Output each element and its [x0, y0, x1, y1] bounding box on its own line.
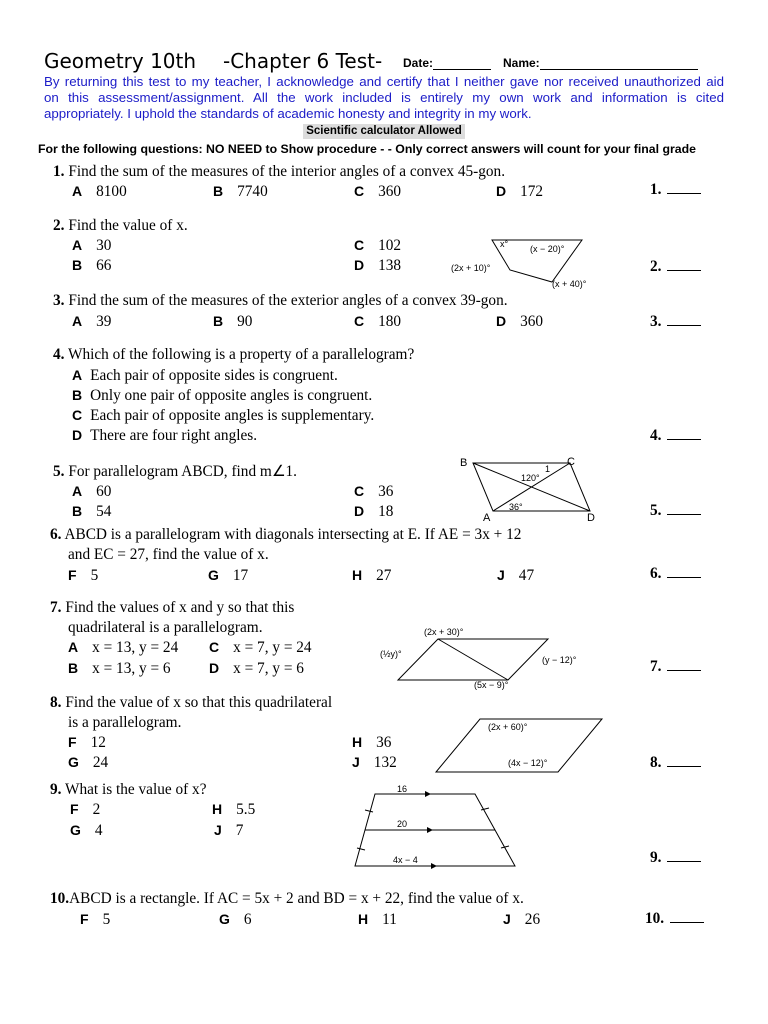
- svg-text:B: B: [460, 457, 468, 469]
- choice-g[interactable]: G 24: [68, 754, 109, 771]
- question-7-line-2: quadrilateral is a parallelogram.: [68, 619, 263, 636]
- question-6-line-2: and EC = 27, find the value of x.: [68, 546, 269, 563]
- choice-d[interactable]: D 18: [354, 503, 394, 520]
- choice-a[interactable]: A 30: [72, 237, 112, 254]
- choice-c[interactable]: C 36: [354, 483, 394, 500]
- choice-b[interactable]: B 54: [72, 503, 112, 520]
- svg-text:20: 20: [397, 819, 408, 829]
- choice-c[interactable]: C 180: [354, 313, 402, 330]
- question-5: 5. For parallelogram ABCD, find m∠1.: [53, 463, 298, 480]
- choice-d[interactable]: D x = 7, y = 6: [209, 660, 304, 677]
- answer-blank-2[interactable]: 2.: [650, 258, 701, 276]
- svg-text:36°: 36°: [509, 502, 523, 512]
- svg-text:x°: x°: [500, 239, 509, 249]
- course-title: Geometry 10th: [44, 49, 197, 73]
- choice-g[interactable]: G 4: [70, 822, 103, 839]
- name-label: Name:: [503, 56, 698, 70]
- question-8: 8. Find the value of x so that this quadrilateral: [50, 694, 333, 711]
- svg-text:(x − 20)°: (x − 20)°: [530, 244, 565, 254]
- question-3: 3. Find the sum of the measures of the exterior angles of a convex 39-gon.: [53, 292, 508, 309]
- choice-b[interactable]: B 90: [213, 313, 253, 330]
- answer-blank-9[interactable]: 9.: [650, 849, 701, 867]
- choice-f[interactable]: F 12: [68, 734, 106, 751]
- choice-h[interactable]: H 36: [352, 734, 392, 751]
- answer-blank-3[interactable]: 3.: [650, 313, 701, 331]
- svg-text:(4x − 12)°: (4x − 12)°: [508, 758, 548, 768]
- test-title: -Chapter 6 Test-: [223, 49, 383, 73]
- date-field[interactable]: [433, 58, 491, 70]
- choice-h[interactable]: H 5.5: [212, 801, 256, 818]
- svg-text:1: 1: [545, 464, 551, 474]
- svg-text:C: C: [567, 456, 575, 468]
- date-label: Date:: [403, 56, 491, 70]
- choice-b[interactable]: B 66: [72, 257, 112, 274]
- parallelogram-figure-q5: [455, 453, 605, 523]
- svg-text:120°: 120°: [521, 473, 540, 483]
- question-9: 9. What is the value of x?: [50, 781, 207, 798]
- choice-a[interactable]: A 60: [72, 483, 112, 500]
- choice-a[interactable]: A Each pair of opposite sides is congruent.: [72, 367, 338, 384]
- quadrilateral-figure-q2: [440, 232, 590, 294]
- svg-text:A: A: [483, 512, 491, 524]
- honor-line: appropriately. I uphold the standards of academic honesty and integrity in my work.: [44, 106, 532, 121]
- question-1: 1. Find the sum of the measures of the interior angles of a convex 45-gon.: [53, 163, 506, 180]
- choice-j[interactable]: J 7: [214, 822, 244, 839]
- choice-j[interactable]: J 47: [497, 567, 535, 584]
- svg-text:(2x + 30)°: (2x + 30)°: [424, 627, 464, 637]
- choice-b[interactable]: B Only one pair of opposite angles is congruent.: [72, 387, 373, 404]
- choice-d[interactable]: D 138: [354, 257, 402, 274]
- choice-c[interactable]: C x = 7, y = 24: [209, 639, 312, 656]
- answer-blank-6[interactable]: 6.: [650, 565, 701, 583]
- choice-c[interactable]: C 360: [354, 183, 402, 200]
- choice-d[interactable]: D 172: [496, 183, 544, 200]
- choice-f[interactable]: F 5: [80, 911, 111, 928]
- choice-a[interactable]: A 39: [72, 313, 112, 330]
- choice-f[interactable]: F 5: [68, 567, 99, 584]
- svg-text:(x + 40)°: (x + 40)°: [552, 279, 587, 289]
- choice-h[interactable]: H 27: [352, 567, 392, 584]
- question-2: 2. Find the value of x.: [53, 217, 188, 234]
- choice-b[interactable]: B 7740: [213, 183, 268, 200]
- svg-text:(5x − 9)°: (5x − 9)°: [474, 680, 509, 690]
- choice-f[interactable]: F 2: [70, 801, 101, 818]
- svg-text:4x − 4: 4x − 4: [393, 855, 418, 865]
- choice-d[interactable]: D There are four right angles.: [72, 427, 258, 444]
- choice-d[interactable]: D 360: [496, 313, 544, 330]
- question-8-line-2: is a parallelogram.: [68, 714, 182, 731]
- answer-blank-7[interactable]: 7.: [650, 658, 701, 676]
- choice-a[interactable]: A x = 13, y = 24: [68, 639, 179, 656]
- svg-text:(½y)°: (½y)°: [380, 649, 402, 659]
- choice-b[interactable]: B x = 13, y = 6: [68, 660, 171, 677]
- svg-text:(2x + 10)°: (2x + 10)°: [451, 263, 491, 273]
- name-field[interactable]: [540, 58, 698, 70]
- honor-statement: [44, 74, 724, 122]
- calculator-note: Scientific calculator Allowed: [303, 124, 465, 139]
- parallelogram-figure-q8: [432, 714, 612, 776]
- choice-c[interactable]: C 102: [354, 237, 402, 254]
- svg-text:16: 16: [397, 784, 408, 794]
- answer-blank-4[interactable]: 4.: [650, 427, 701, 445]
- honor-line: By returning this test to my teacher, I acknowledge and certify that I neither gave nor received unauthorized aid: [44, 74, 724, 89]
- answer-blank-5[interactable]: 5.: [650, 502, 701, 520]
- question-6: 6. ABCD is a parallelogram with diagonals intersecting at E. If AE = 3x + 12: [50, 526, 522, 543]
- honor-line: on this assessment/assignment. All the work included is entirely my own work and information is cited: [44, 90, 724, 105]
- question-7: 7. Find the values of x and y so that this: [50, 599, 295, 616]
- choice-h[interactable]: H 11: [358, 911, 397, 928]
- trapezoid-figure-q9: [345, 780, 545, 872]
- instructions: For the following questions: NO NEED to Show procedure - - Only correct answers will count for your final grade: [38, 142, 696, 156]
- question-4: 4. Which of the following is a property of a parallelogram?: [53, 346, 415, 363]
- svg-text:D: D: [587, 512, 595, 524]
- choice-j[interactable]: J 132: [352, 754, 397, 771]
- answer-blank-10[interactable]: 10.: [645, 910, 704, 928]
- svg-text:(2x + 60)°: (2x + 60)°: [488, 722, 528, 732]
- quadrilateral-figure-q7: [378, 622, 598, 692]
- svg-text:(y − 12)°: (y − 12)°: [542, 655, 577, 665]
- question-10: 10.ABCD is a rectangle. If AC = 5x + 2 and BD = x + 22, find the value of x.: [50, 890, 524, 907]
- choice-j[interactable]: J 26: [503, 911, 541, 928]
- choice-g[interactable]: G 17: [208, 567, 249, 584]
- answer-blank-8[interactable]: 8.: [650, 754, 701, 772]
- choice-a[interactable]: A 8100: [72, 183, 127, 200]
- choice-g[interactable]: G 6: [219, 911, 252, 928]
- answer-blank-1[interactable]: 1.: [650, 181, 701, 199]
- choice-c[interactable]: C Each pair of opposite angles is supplementary.: [72, 407, 375, 424]
